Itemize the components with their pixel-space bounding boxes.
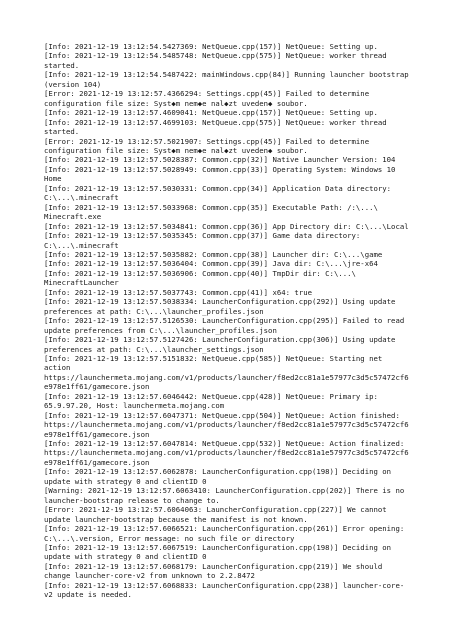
log-line: [Info: 2021-12-19 13:12:57.5034841: Common.cpp(36)] App Directory dir: C:\...\Local bbox=[44, 221, 409, 231]
log-line: Minecraft.exe bbox=[44, 212, 102, 222]
log-line: [Info: 2021-12-19 13:12:57.6062878: LauncherConfiguration.cpp(198)] Deciding on bbox=[44, 467, 392, 477]
log-line: https://launchermeta.mojang.com/v1/products/launcher/f8ed2cc81a1e57977c3d5c57472cf6 bbox=[44, 448, 409, 458]
log-line: v2 update is needed. bbox=[44, 590, 132, 600]
log-line: started. bbox=[44, 127, 80, 137]
log-line: [Info: 2021-12-19 13:12:57.5035882: Common.cpp(38)] Launcher dir: C:\...\game bbox=[44, 249, 383, 259]
log-line: C:\...\.minecraft bbox=[44, 193, 119, 203]
log-line: [Warning: 2021-12-19 13:12:57.6063410: LauncherConfiguration.cpp(202)] There is no bbox=[44, 486, 405, 496]
log-line: [Info: 2021-12-19 13:12:57.5030331: Common.cpp(34)] Application Data directory: bbox=[44, 183, 392, 193]
log-line: configuration file size: Syst◆m nem◆e nal◆zt uveden◆ soubor. bbox=[44, 98, 308, 108]
log-line: [Info: 2021-12-19 13:12:54.5487422: mainWindows.cpp(84)] Running launcher bootstrap bbox=[44, 70, 409, 80]
log-line: [Info: 2021-12-19 13:12:57.6068179: LauncherConfiguration.cpp(219)] We should bbox=[44, 561, 383, 571]
log-line: update preferences from C:\...\launcher_profiles.json bbox=[44, 325, 277, 335]
log-line: 65.9.97.20, Host: launchermeta.mojang.com bbox=[44, 401, 225, 411]
log-line: [Info: 2021-12-19 13:12:57.6068833: LauncherConfiguration.cpp(238)] launcher-core- bbox=[44, 580, 405, 590]
log-line: [Info: 2021-12-19 13:12:57.5038334: LauncherConfiguration.cpp(292)] Using update bbox=[44, 297, 396, 307]
log-line: [Info: 2021-12-19 13:12:57.5037743: Common.cpp(41)] x64: true bbox=[44, 287, 312, 297]
log-line: [Info: 2021-12-19 13:12:57.5126530: LauncherConfiguration.cpp(295)] Failed to read bbox=[44, 316, 405, 326]
log-line: configuration file size: Syst◆m nem◆e nal◆zt uveden◆ soubor. bbox=[44, 145, 308, 155]
log-line: [Info: 2021-12-19 13:12:57.5151832: NetQueue.cpp(585)] NetQueue: Starting net bbox=[44, 353, 383, 363]
log-line: [Info: 2021-12-19 13:12:57.4609041: NetQueue.cpp(157)] NetQueue: Setting up. bbox=[44, 108, 378, 118]
log-line: https://launchermeta.mojang.com/v1/products/launcher/f8ed2cc81a1e57977c3d5c57472cf6 bbox=[44, 420, 409, 430]
log-line: [Info: 2021-12-19 13:12:57.6067519: LauncherConfiguration.cpp(198)] Deciding on bbox=[44, 543, 392, 553]
log-line: MinecraftLauncher bbox=[44, 278, 119, 288]
log-line: C:\...\.version, Error message: no such file or directory bbox=[44, 533, 295, 543]
log-line: started. bbox=[44, 60, 80, 70]
log-line: update with strategy 0 and clientID 0 bbox=[44, 552, 207, 562]
log-line: Home bbox=[44, 174, 62, 184]
log-line: https://launchermeta.mojang.com/v1/products/launcher/f8ed2cc81a1e57977c3d5c57472cf6 bbox=[44, 372, 409, 382]
log-line: e978e1ff61/gamecore.json bbox=[44, 429, 150, 439]
log-line: [Error: 2021-12-19 13:12:57.5021907: Settings.cpp(45)] Failed to determine bbox=[44, 136, 370, 146]
log-line: [Info: 2021-12-19 13:12:57.5036906: Common.cpp(40)] TmpDir dir: C:\...\ bbox=[44, 268, 356, 278]
log-line: [Info: 2021-12-19 13:12:57.5028949: Common.cpp(33)] Operating System: Windows 10 bbox=[44, 164, 396, 174]
log-line: [Error: 2021-12-19 13:12:57.4366294: Settings.cpp(45)] Failed to determine bbox=[44, 89, 370, 99]
log-line: action bbox=[44, 363, 71, 373]
log-line: [Info: 2021-12-19 13:12:57.5036404: Common.cpp(39)] Java dir: C:\...\jre-x64 bbox=[44, 259, 378, 269]
log-line: [Error: 2021-12-19 13:12:57.6064063: LauncherConfiguration.cpp(227)] We cannot bbox=[44, 505, 387, 515]
log-line: e978e1ff61/gamecore.json bbox=[44, 457, 150, 467]
log-line: change launcher-core-v2 from unknown to 2.2.8472 bbox=[44, 571, 255, 581]
log-line: update with strategy 0 and clientID 0 bbox=[44, 476, 207, 486]
log-line: [Info: 2021-12-19 13:12:57.6047371: NetQueue.cpp(504)] NetQueue: Action finished: bbox=[44, 410, 400, 420]
log-line: update launcher-bootstrap because the manifest is not known. bbox=[44, 514, 308, 524]
log-line: [Info: 2021-12-19 13:12:57.5035345: Common.cpp(37)] Game data directory: bbox=[44, 231, 361, 241]
log-line: (version 104) bbox=[44, 79, 102, 89]
log-line: preferences at path: C:\...\launcher_settings.json bbox=[44, 344, 264, 354]
log-line: [Info: 2021-12-19 13:12:57.6066521: LauncherConfiguration.cpp(261)] Error opening: bbox=[44, 524, 405, 534]
log-line: [Info: 2021-12-19 13:12:57.6047814: NetQueue.cpp(532)] NetQueue: Action finalized: bbox=[44, 439, 405, 449]
log-line: preferences at path: C:\...\launcher_profiles.json bbox=[44, 306, 264, 316]
log-line: [Info: 2021-12-19 13:12:54.5427369: NetQueue.cpp(157)] NetQueue: Setting up. bbox=[44, 42, 378, 51]
log-line: [Info: 2021-12-19 13:12:54.5485748: NetQueue.cpp(575)] NetQueue: worker thread bbox=[44, 51, 387, 61]
log-line: [Info: 2021-12-19 13:12:57.4699103: NetQueue.cpp(575)] NetQueue: worker thread bbox=[44, 117, 387, 127]
log-line: [Info: 2021-12-19 13:12:57.6046442: NetQueue.cpp(428)] NetQueue: Primary ip: bbox=[44, 391, 378, 401]
log-text-block bbox=[44, 42, 434, 600]
log-line: [Info: 2021-12-19 13:12:57.5033968: Common.cpp(35)] Executable Path: /:\...\ bbox=[44, 202, 378, 212]
log-line: [Info: 2021-12-19 13:12:57.5028387: Common.cpp(32)] Native Launcher Version: 104 bbox=[44, 155, 396, 165]
log-line: e978e1ff61/gamecore.json bbox=[44, 382, 150, 392]
log-line: [Info: 2021-12-19 13:12:57.5127426: LauncherConfiguration.cpp(306)] Using update bbox=[44, 335, 396, 345]
log-line: launcher-bootstrap release to change to. bbox=[44, 495, 220, 505]
log-line: C:\...\.minecraft bbox=[44, 240, 119, 250]
